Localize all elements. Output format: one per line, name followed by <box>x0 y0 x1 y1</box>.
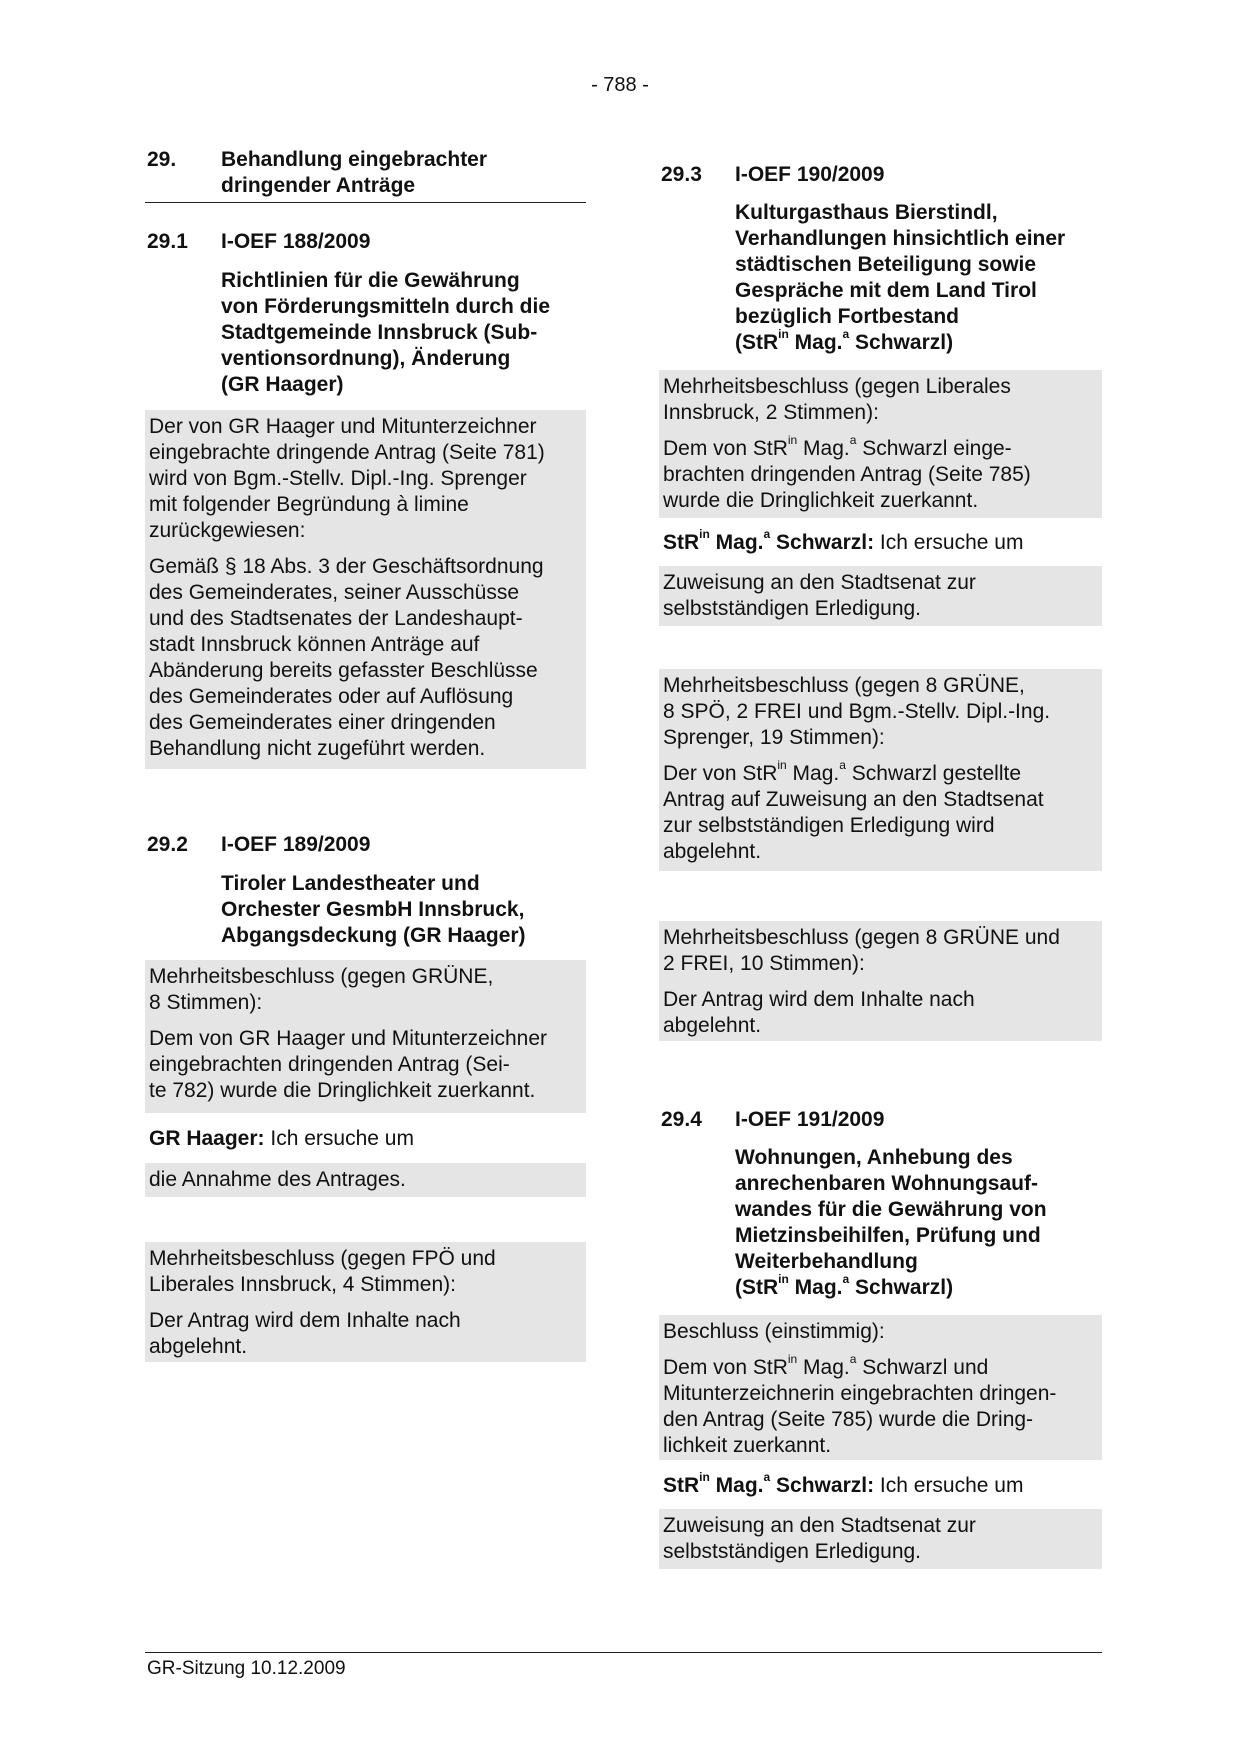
text-line: eingebrachten dringenden Antrag (Sei- <box>149 1053 510 1076</box>
text-line: Gemäß § 18 Abs. 3 der Geschäftsordnung <box>149 555 544 578</box>
section-title-line: Behandlung eingebrachter <box>221 148 488 171</box>
speaker-line <box>663 1470 1024 1499</box>
request-box <box>145 1163 586 1197</box>
section-title-line: dringender Anträge <box>221 174 416 197</box>
section-code: I-OEF 189/2009 <box>221 833 371 856</box>
text-line: Mitunterzeichnerin eingebrachten dringen- <box>663 1382 1057 1405</box>
text-line: brachten dringenden Antrag (Seite 785) <box>663 463 1031 486</box>
subject-line: Gespräche mit dem Land Tirol <box>735 279 1037 302</box>
text-line: stadt Innsbruck können Anträge auf <box>149 633 480 656</box>
resolution-box <box>145 410 586 769</box>
subject-line: Stadtgemeinde Innsbruck (Sub- <box>221 321 538 344</box>
section-number: 29.2 <box>147 833 188 856</box>
speaker-text: Ich ersuche um <box>264 1127 414 1150</box>
text-line: wurde die Dringlichkeit zuerkannt. <box>663 489 979 512</box>
paragraph <box>659 1347 1102 1461</box>
speaker-name: StR$^{in}$ Mag.$^a$ Schwarzl: <box>663 1470 875 1497</box>
text-line: Der Antrag wird dem Inhalte nach <box>149 1309 461 1332</box>
text-line: Dem von StR$^{in}$ Mag.$^a$ Schwarzl einge- <box>663 433 1012 460</box>
text-line: Der von GR Haager und Mitunterzeichner <box>149 415 537 438</box>
subject-line: Weiterbehandlung <box>735 1250 918 1273</box>
paragraph <box>659 566 1102 624</box>
paragraph <box>659 979 1102 1041</box>
text-line: Mehrheitsbeschluss (gegen 8 GRÜNE, <box>663 674 1025 697</box>
text-line: abgelehnt. <box>149 1335 248 1358</box>
text-line: Dem von StR$^{in}$ Mag.$^a$ Schwarzl und <box>663 1352 989 1379</box>
section-code: I-OEF 190/2009 <box>735 163 885 186</box>
resolution-box <box>659 1315 1102 1460</box>
resolution-box <box>659 921 1102 1041</box>
paragraph <box>659 428 1102 516</box>
section-29-2-heading <box>147 832 587 858</box>
text-line: te 782) wurde die Dringlichkeit zuerkannt. <box>149 1079 536 1102</box>
text-line: Der von StR$^{in}$ Mag.$^a$ Schwarzl gestellte <box>663 758 1022 785</box>
paragraph <box>659 669 1102 753</box>
section-number: 29.1 <box>147 230 188 253</box>
section-29-2-subject <box>221 871 526 949</box>
paragraph <box>659 370 1102 428</box>
subject-line: Richtlinien für die Gewährung <box>221 269 520 292</box>
text-line: abgelehnt. <box>663 840 762 863</box>
subject-line: Kulturgasthaus Bierstindl, <box>735 201 998 224</box>
footer-text: GR-Sitzung 10.12.2009 <box>147 1658 346 1679</box>
text-line: Behandlung nicht zugeführt werden. <box>149 737 486 760</box>
paragraph <box>659 921 1102 979</box>
paragraph <box>145 410 586 546</box>
speaker-name: GR Haager: <box>149 1127 265 1150</box>
paragraph <box>145 1018 586 1106</box>
paragraph <box>145 1242 586 1300</box>
text-line: den Antrag (Seite 785) wurde die Dring- <box>663 1408 1034 1431</box>
resolution-box <box>145 960 586 1113</box>
text-line: Liberales Innsbruck, 4 Stimmen): <box>149 1273 456 1296</box>
subject-line: bezüglich Fortbestand <box>735 305 960 328</box>
page-number: - 788 - <box>591 74 649 96</box>
text-line: Mehrheitsbeschluss (gegen FPÖ und <box>149 1247 496 1270</box>
text-line: 2 FREI, 10 Stimmen): <box>663 952 865 975</box>
text-line: und des Stadtsenates der Landeshaupt- <box>149 607 523 630</box>
subject-line: anrechenbaren Wohnungsauf- <box>735 1172 1038 1195</box>
paragraph <box>659 1315 1102 1347</box>
subject-line: (StR$^{in}$ Mag.$^a$ Schwarzl) <box>735 1272 954 1299</box>
text-line: des Gemeinderates einer dringenden <box>149 711 496 734</box>
subject-line: Abgangsdeckung (GR Haager) <box>221 924 526 947</box>
section-number: 29. <box>147 148 177 171</box>
text-line: Zuweisung an den Stadtsenat zur <box>663 571 976 594</box>
section-29-4-heading <box>661 1107 1101 1133</box>
paragraph <box>145 546 586 764</box>
resolution-box <box>659 370 1102 518</box>
section-number: 29.3 <box>661 163 702 186</box>
section-29-1-subject <box>221 268 550 398</box>
subject-line: Wohnungen, Anhebung des <box>735 1146 1013 1169</box>
speaker-text: Ich ersuche um <box>874 1474 1024 1497</box>
subject-line: Orchester GesmbH Innsbruck, <box>221 898 525 921</box>
speaker-line <box>663 527 1024 556</box>
text-line: Innsbruck, 2 Stimmen): <box>663 401 879 424</box>
text-line: die Annahme des Antrages. <box>149 1168 406 1191</box>
subject-line: ventionsordnung), Änderung <box>221 347 511 370</box>
text-line: Mehrheitsbeschluss (gegen 8 GRÜNE und <box>663 926 1060 949</box>
subject-line: wandes für die Gewährung von <box>735 1198 1047 1221</box>
text-line: Zuweisung an den Stadtsenat zur <box>663 1514 976 1537</box>
text-line: Mehrheitsbeschluss (gegen Liberales <box>663 375 1011 398</box>
subject-line: Verhandlungen hinsichtlich einer <box>735 227 1066 250</box>
text-line: 8 SPÖ, 2 FREI und Bgm.-Stellv. Dipl.-Ing. <box>663 700 1051 723</box>
speaker-text: Ich ersuche um <box>874 531 1024 554</box>
subject-line: (StR$^{in}$ Mag.$^a$ Schwarzl) <box>735 327 954 354</box>
text-line: Abänderung bereits gefasster Beschlüsse <box>149 659 538 682</box>
text-line: lichkeit zuerkannt. <box>663 1434 832 1457</box>
heading-rule <box>145 202 586 203</box>
speaker-line <box>149 1126 414 1152</box>
text-line: selbstständigen Erledigung. <box>663 597 922 620</box>
text-line: Beschluss (einstimmig): <box>663 1320 885 1343</box>
text-line: des Gemeinderates, seiner Ausschüsse <box>149 581 520 604</box>
section-code: I-OEF 191/2009 <box>735 1108 885 1131</box>
section-29-4-subject <box>735 1145 1047 1301</box>
section-code: I-OEF 188/2009 <box>221 230 371 253</box>
subject-line: städtischen Beteiligung sowie <box>735 253 1037 276</box>
text-line: des Gemeinderates oder auf Auflösung <box>149 685 514 708</box>
resolution-box <box>659 669 1102 871</box>
text-line: Der Antrag wird dem Inhalte nach <box>663 988 975 1011</box>
text-line: abgelehnt. <box>663 1014 762 1037</box>
text-line: Sprenger, 19 Stimmen): <box>663 726 885 749</box>
text-line: mit folgender Begründung à limine <box>149 493 469 516</box>
section-29-heading <box>147 147 587 203</box>
text-line: Mehrheitsbeschluss (gegen GRÜNE, <box>149 965 494 988</box>
subject-line: von Förderungsmitteln durch die <box>221 295 551 318</box>
paragraph <box>659 1509 1102 1567</box>
paragraph <box>659 753 1102 867</box>
text-line: eingebrachte dringende Antrag (Seite 781) <box>149 441 545 464</box>
request-box <box>659 1509 1102 1569</box>
resolution-box <box>145 1242 586 1362</box>
text-line: zur selbstständigen Erledigung wird <box>663 814 995 837</box>
footer-rule <box>145 1652 1102 1653</box>
text-line: 8 Stimmen): <box>149 991 263 1014</box>
text-line: wird von Bgm.-Stellv. Dipl.-Ing. Sprenger <box>149 467 527 490</box>
request-box <box>659 566 1102 626</box>
section-29-3-heading <box>661 162 1101 188</box>
subject-line: Mietzinsbeihilfen, Prüfung und <box>735 1224 1041 1247</box>
section-29-1-heading <box>147 229 587 255</box>
section-29-3-subject <box>735 200 1065 356</box>
speaker-name: StR$^{in}$ Mag.$^a$ Schwarzl: <box>663 527 875 554</box>
subject-line: Tiroler Landestheater und <box>221 872 480 895</box>
text-line: zurückgewiesen: <box>149 519 306 542</box>
paragraph <box>145 1300 586 1362</box>
text-line: Antrag auf Zuweisung an den Stadtsenat <box>663 788 1044 811</box>
paragraph <box>145 960 586 1018</box>
text-line: selbstständigen Erledigung. <box>663 1540 922 1563</box>
section-number: 29.4 <box>661 1108 702 1131</box>
text-line: Dem von GR Haager und Mitunterzeichner <box>149 1027 548 1050</box>
subject-line: (GR Haager) <box>221 373 344 396</box>
